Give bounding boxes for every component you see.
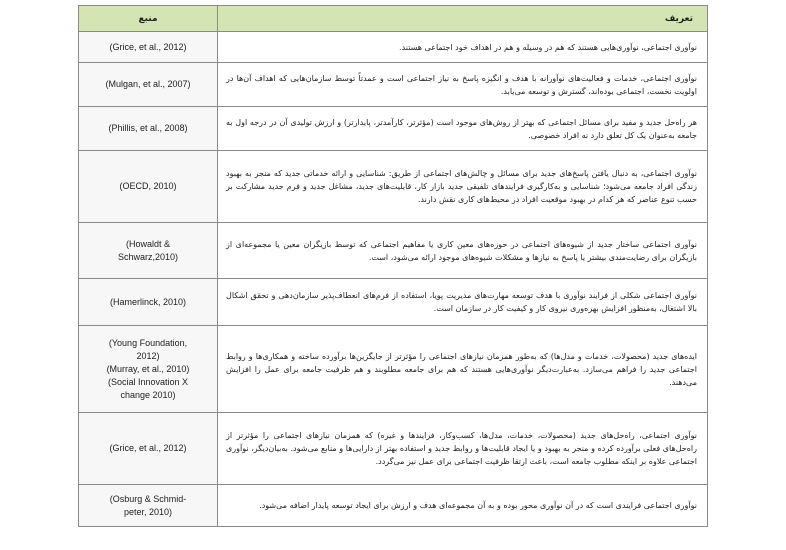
definition-cell: نوآوری اجتماعی، خدمات و فعالیت‌های نوآورانه با هدف و انگیزه پاسخ به نیاز اجتماعی است و عمدتاً توسط سازمان‌هایی که اهداف آن‌ها در اولویت نخست، اجتماعی بوده‌اند، گسترش و توسعه می‌یابد. xyxy=(218,63,708,107)
table-row xyxy=(79,107,708,151)
table-header-row xyxy=(79,6,708,32)
definition-cell: نوآوری اجتماعی، به دنبال یافتن پاسخ‌های جدید برای مسائل و چالش‌های اجتماعی از طریق: شناسایی و ارائه خدماتی جدید که منجر به بهبود زندگی افراد جامعه می‌شود؛ شناسایی و به‌کارگیری فرایندهای تلفیقی جدید بازار کار، قابلیت‌های جدید، مشاغل جدید و فرم جدید مشارکت بر حسب تنوع عناصر که هر کدام در بهبود موقعیت افراد در محیط‌های کاری نقش دارند. xyxy=(218,151,708,223)
table-row xyxy=(79,485,708,527)
definitions-table xyxy=(78,5,708,527)
source-line: (Social Innovation X xyxy=(107,376,189,387)
definition-cell: ایده‌های جدید (محصولات، خدمات و مدل‌ها) که به‌طور همزمان نیازهای اجتماعی را مؤثرتر از جایگزین‌ها برآورده ساخته و همکاری‌ها و روابط اجتماعی جدید را فراهم می‌سازد. به‌عبارت‌دیگر نوآوری‌هایی هستند که هم برای جامعه مطلوبند و هم ظرفیت جامعه برای عمل را افزایش می‌دهند. xyxy=(218,326,708,413)
table-row xyxy=(79,326,708,413)
header-source: منبع xyxy=(79,6,218,32)
source-cell xyxy=(79,151,218,223)
definition-cell: نوآوری اجتماعی، راه‌حل‌های جدید (محصولات، خدمات، مدل‌ها، کسب‌وکار، فرایندها و غیره) که همزمان نیازهای اجتماعی را مؤثرتر از راه‌حل‌های فعلی برآورده کرده و منجر به بهبود و یا ایجاد قابلیت‌ها و روابط جدید و استفاده بهتر از دارایی‌ها و منابع می‌شود. به‌بیان‌دیگر، نوآوری اجتماعی علاوه بر اینکه مطلوب جامعه است، باعث ارتقا ظرفیت اجتماعی برای عمل نیز می‌گردد. xyxy=(218,413,708,485)
table-row xyxy=(79,151,708,223)
source-cell xyxy=(79,32,218,63)
source-line: (Mulgan, et al., 2007) xyxy=(105,79,191,89)
source-line: (Phillis, et al., 2008) xyxy=(108,123,188,133)
source-line: Schwarz,2010) xyxy=(117,251,179,262)
source-line: (Hamerlinck, 2010) xyxy=(109,296,187,307)
definitions-table-container xyxy=(78,5,707,527)
source-cell xyxy=(79,413,218,485)
table-row xyxy=(79,223,708,279)
source-line: (Young Foundation, xyxy=(108,337,188,348)
table-row xyxy=(79,63,708,107)
source-line: change 2010) xyxy=(120,389,176,400)
table-row xyxy=(79,279,708,326)
source-cell xyxy=(79,63,218,107)
source-cell xyxy=(79,223,218,279)
table-row xyxy=(79,413,708,485)
source-line: 2012) xyxy=(136,350,160,361)
source-cell xyxy=(79,279,218,326)
definition-cell: نوآوری اجتماعی شکلی از فرایند نوآوری با هدف توسعه مهارت‌های مدیریت پویا، استفاده از فرم‌های انعطاف‌پذیر سازمان‌دهی و تحقق اشکال بالا اشتغال، به‌منظور افزایش بهره‌وری نیروی کار و کیفیت کار در سازمان است. xyxy=(218,279,708,326)
definition-cell: هر راه‌حل جدید و مفید برای مسائل اجتماعی که بهتر از روش‌های موجود است (مؤثرتر، کارآمدتر، پایدارتر) و ارزش تولیدی آن در درجه اول به جامعه به‌عنوان یک کل تعلق دارد نه افراد خصوصی. xyxy=(218,107,708,151)
source-cell xyxy=(79,107,218,151)
source-line: peter, 2010) xyxy=(123,506,173,517)
source-cell xyxy=(79,485,218,527)
definition-cell: نوآوری اجتماعی، نوآوری‌هایی هستند که هم در وسیله و هم در اهداف خود اجتماعی هستند. xyxy=(218,32,708,63)
definition-cell: نوآوری اجتماعی فرایندی است که در آن نوآوری محور بوده و به آن مجموعه‌ای هدف و ارزش برای ایجاد توسعه پایدار اضافه می‌شود. xyxy=(218,485,708,527)
table-row xyxy=(79,32,708,63)
definition-cell: نوآوری اجتماعی ساختار جدید از شیوه‌های اجتماعی در حوزه‌های معین کاری یا مفاهیم اجتماعی که توسط بازیگران معین یا مجموعه‌ای از بازیگران برای رضایت‌مندی بیشتر یا پاسخ به نیازها و مشکلات شیوه‌های موجود ارائه می‌شود، است. xyxy=(218,223,708,279)
source-line: (OECD, 2010) xyxy=(119,181,177,191)
source-line: (Osburg & Schmid- xyxy=(109,493,187,504)
source-line: (Howaldt & xyxy=(125,238,170,249)
source-line: (Murray, et al., 2010) xyxy=(106,363,190,374)
source-cell xyxy=(79,326,218,413)
source-line: (Grice, et al., 2012) xyxy=(109,41,187,52)
source-line: (Grice, et al., 2012) xyxy=(109,443,187,453)
header-definition: تعریف xyxy=(218,6,708,32)
